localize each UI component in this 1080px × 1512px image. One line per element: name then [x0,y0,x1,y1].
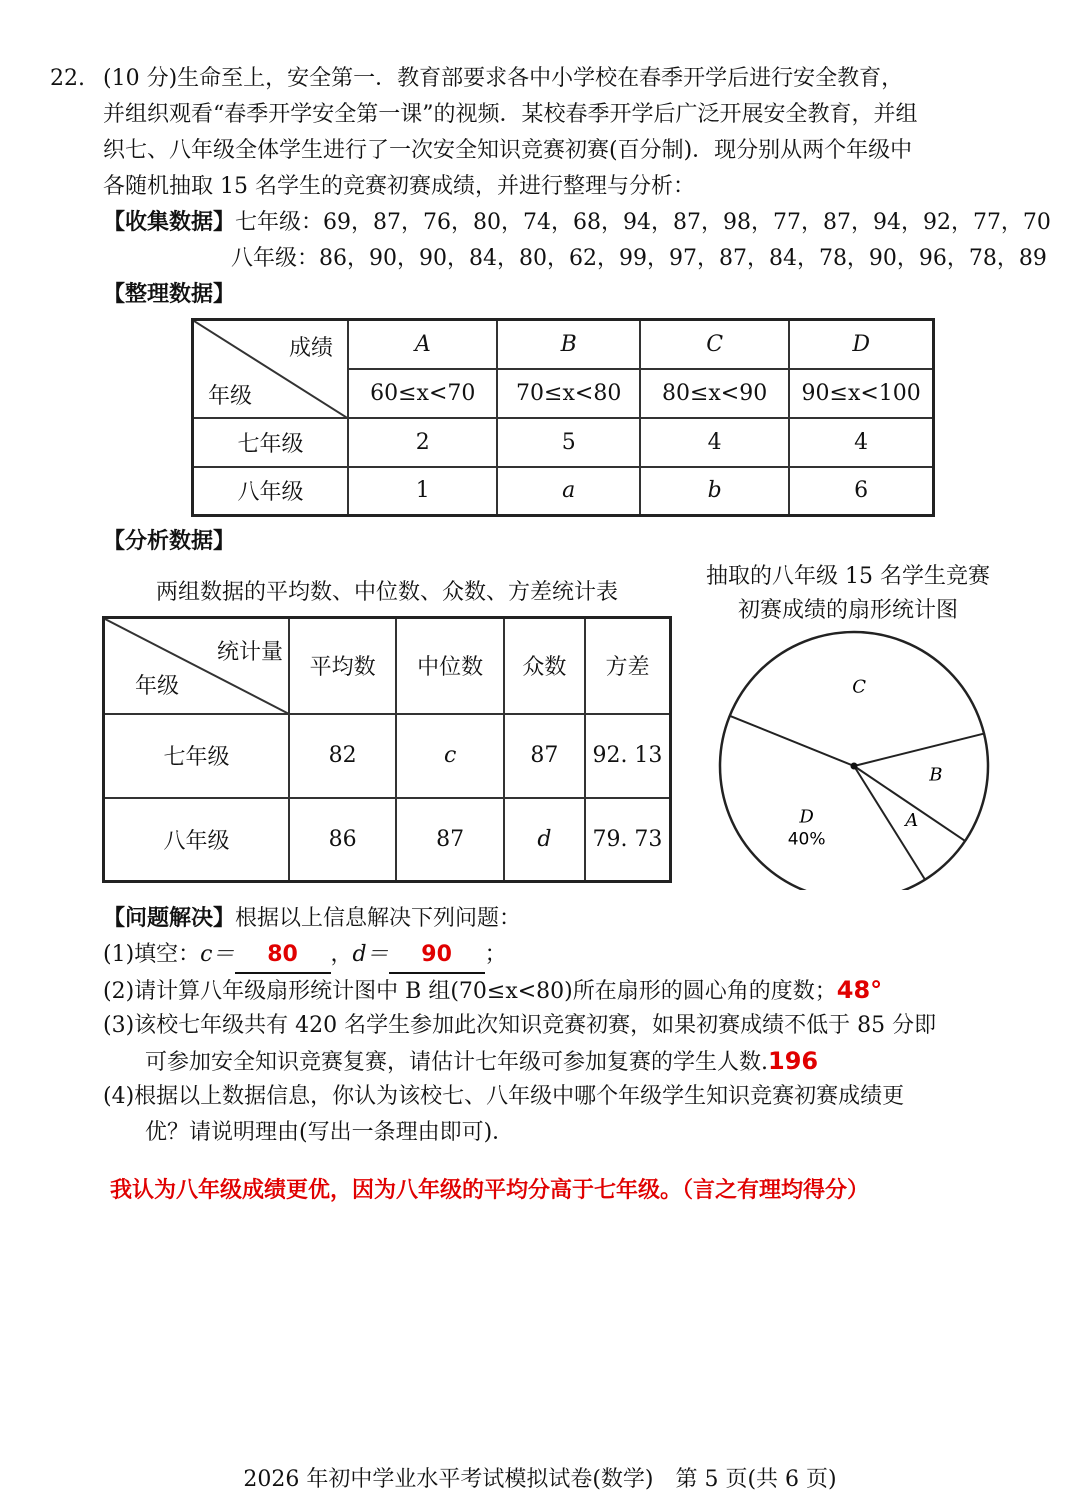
range-b: 70≤x<80 [497,369,639,418]
header-median: 中位数 [396,618,504,714]
pie-slice-label-c: C [852,676,867,698]
diagonal-line [105,619,291,715]
range-a: 60≤x<70 [348,369,497,418]
row-grade-label: 七年级 [104,714,289,798]
pie-chart [700,630,1000,890]
table-cell: 87 [396,798,504,882]
table-cell: 1 [348,467,497,516]
q1-separator: ， [330,942,353,967]
collect-row-1 [103,206,1051,240]
table-cell: 87 [504,714,585,798]
header-mode: 众数 [504,618,585,714]
answer-d: 90 [421,942,452,967]
table-cell: a [497,467,639,516]
row-grade-label: 八年级 [104,798,289,882]
corner-score-label: 成绩 [289,336,334,361]
collect-label: 【收集数据】 [103,210,236,235]
table-cell: d [504,798,585,882]
pie-outline [720,632,988,890]
header-variance: 方差 [585,618,671,714]
row-grade-label: 七年级 [193,418,349,467]
grade8-data: 八年级：86，90，90，84，80，62，99，97，87，84，78，90，96，78，89 [231,246,1047,271]
analyze-label: 【分析数据】 [103,529,236,554]
solve-intro: 根据以上信息解决下列问题： [235,906,522,931]
q1-prefix: (1)填空： [103,942,201,967]
pie-slice-percent-d: 40% [787,829,826,850]
table-cell: 79. 73 [585,798,671,882]
answer-q2: 48° [836,976,883,1004]
table-cell: 82 [289,714,397,798]
q1-d-label: d＝ [352,942,389,967]
table-row [104,798,671,882]
q3-line-1: (3)该校七年级共有 420 名学生参加此次知识竞赛初赛，如果初赛成绩不低于 85 分即 [103,1013,937,1038]
header-mean: 平均数 [289,618,397,714]
question-line-1: (10 分)生命至上，安全第一．教育部要求各中小学校在春季开学后进行安全教育， [103,66,904,91]
group-header-b: B [497,320,639,369]
pie-title-line-1: 抽取的八年级 15 名学生竞赛 [706,564,990,589]
pie-slice-boundary [854,734,984,766]
pie-slice-label-a: A [905,809,919,831]
table-cell: 4 [640,418,789,467]
q2-row [103,973,882,1009]
answer-c: 80 [267,942,298,967]
pie-title-line-2: 初赛成绩的扇形统计图 [737,598,958,623]
table-cell: 5 [497,418,639,467]
q3-line-2: 可参加安全知识竞赛复赛，请估计七年级可参加复赛的学生人数. [145,1050,768,1075]
frequency-table [191,318,935,517]
q2-text: (2)请计算八年级扇形统计图中 B 组(70≤x<80)所在扇形的圆心角的度数； [103,979,837,1004]
table-cell: 4 [789,418,933,467]
corner-grade-label: 年级 [135,674,180,699]
table-row [193,467,934,516]
q3-row-2 [145,1044,818,1080]
stats-table [102,616,672,883]
group-header-d: D [789,320,933,369]
q4-line-1: (4)根据以上数据信息，你认为该校七、八年级中哪个年级学生知识竞赛初赛成绩更 [103,1084,905,1109]
corner-grade-label: 年级 [208,384,253,409]
grade7-data: 七年级：69，87，76，80，74，68，94，87，98，77，87，94，92，77，70 [235,210,1051,235]
answer-q3: 196 [768,1047,819,1075]
pie-slice-label-d: D [799,806,814,828]
organize-label: 【整理数据】 [103,282,236,307]
corner-stat-label: 统计量 [217,640,284,665]
stats-table-title: 两组数据的平均数、中位数、众数、方差统计表 [155,580,618,605]
question-line-3: 织七、八年级全体学生进行了一次安全知识竞赛初赛(百分制)．现分别从两个年级中 [103,138,913,163]
stats-table-corner [104,618,289,714]
page-footer: 2026 年初中学业水平考试模拟试卷(数学) 第 5 页(共 6 页) [243,1467,837,1492]
table-cell: c [396,714,504,798]
table-cell: 86 [289,798,397,882]
answer-q4: 我认为八年级成绩更优，因为八年级的平均分高于七年级。（言之有理均得分） [110,1178,870,1203]
table-row [104,714,671,798]
table-row [193,418,934,467]
group-header-c: C [640,320,789,369]
q1-c-label: c＝ [200,942,235,967]
pie-center-dot [851,763,858,770]
solve-label: 【问题解决】 [103,906,236,931]
question-line-4: 各随机抽取 15 名学生的竞赛初赛成绩，并进行整理与分析： [103,174,695,199]
row-grade-label: 八年级 [193,467,349,516]
pie-slice-boundary [730,716,854,766]
table-cell: 6 [789,467,933,516]
frequency-table-corner [193,320,349,418]
question-number: 22. [50,66,85,91]
range-c: 80≤x<90 [640,369,789,418]
range-d: 90≤x<100 [789,369,933,418]
pie-slice-label-b: B [929,764,943,786]
question-line-2: 并组织观看“春季开学安全第一课”的视频．某校春季开学后广泛开展安全教育，并组 [103,102,918,127]
table-cell: 92. 13 [585,714,671,798]
q1-end: ； [484,942,507,967]
q1-row [103,938,507,974]
q4-line-2: 优？请说明理由(写出一条理由即可)． [145,1120,515,1145]
table-cell: 2 [348,418,497,467]
solve-intro-row [103,902,521,936]
table-cell: b [640,467,789,516]
group-header-a: A [348,320,497,369]
